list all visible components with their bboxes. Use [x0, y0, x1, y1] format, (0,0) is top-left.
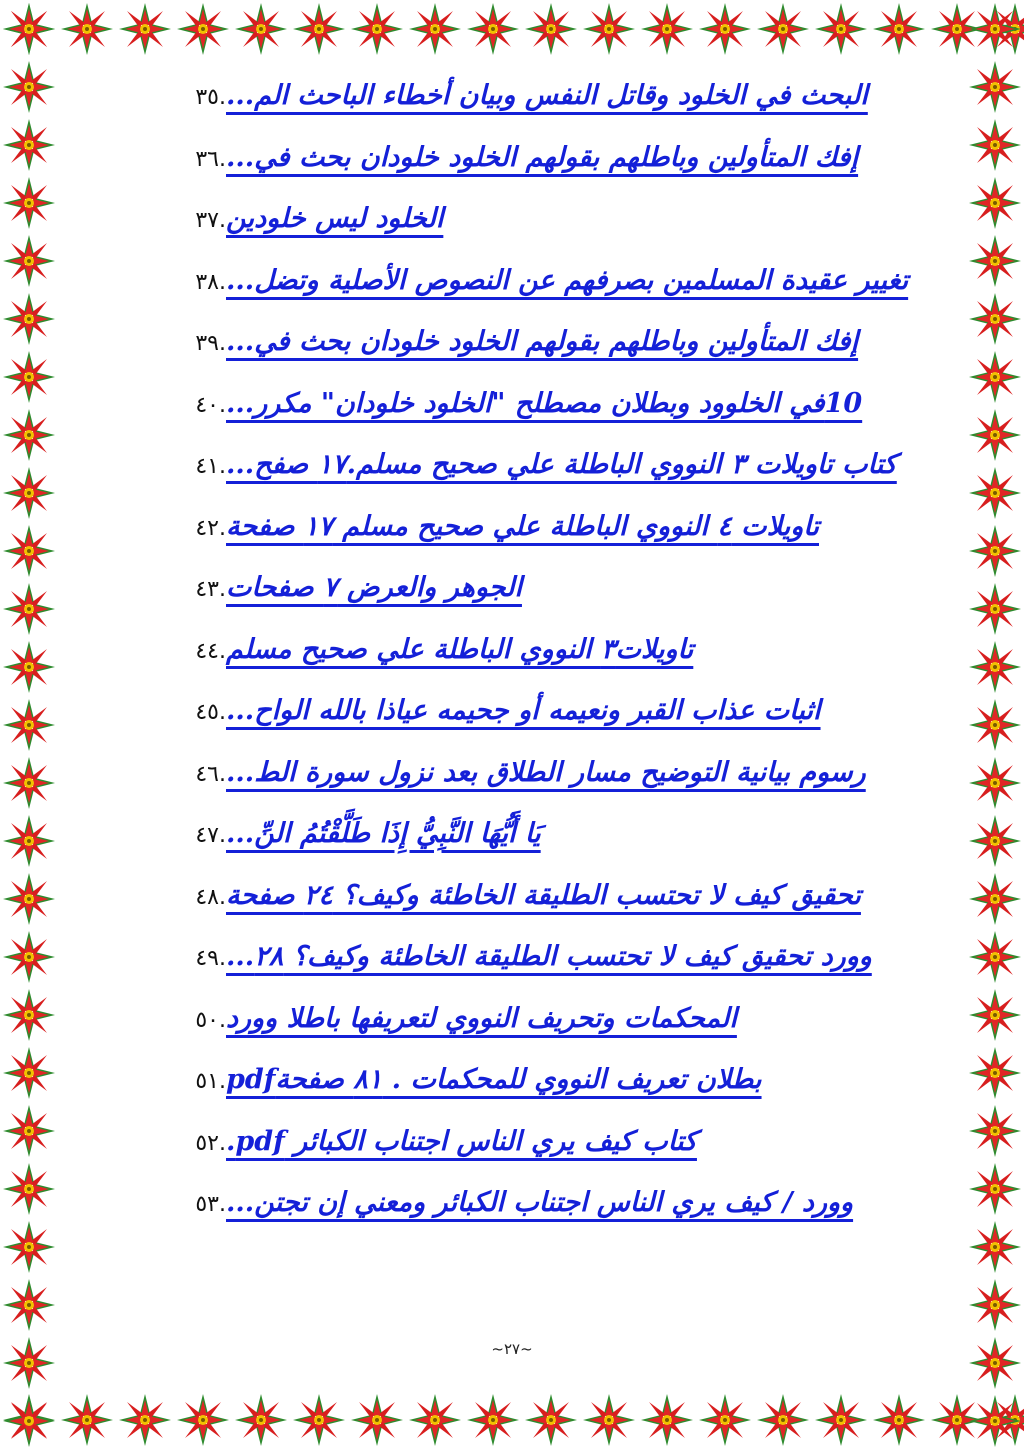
list-item [160, 818, 954, 880]
item-number: .٤٠ [195, 392, 226, 418]
item-link[interactable]: المحكمات وتحريف النووي لتعريفها باطلا وورد [226, 1002, 737, 1034]
list-item [160, 941, 954, 1003]
list-item [160, 572, 954, 634]
item-link[interactable]: وورد / كيف يري الناس اجتناب الكبائر ومعني إن تجتن... [226, 1187, 854, 1218]
poinsettia-border-top-icon [0, 0, 1024, 58]
list-item [160, 326, 954, 388]
item-link[interactable]: وورد تحقيق كيف لا تحتسب الطليقة الخاطئة وكيف؟ ٢٨... [226, 941, 872, 972]
item-number: .٣٧ [195, 208, 226, 233]
item-number: .٤١ [195, 454, 226, 479]
item-number: .٤٥ [195, 700, 226, 725]
item-number: .٥٣ [195, 1192, 226, 1217]
item-link[interactable]: يَا أَيُّهَا النَّبِيُّ إِذَا طَلَّقْتُمُ النِّ... [226, 818, 541, 849]
item-link[interactable]: رسوم بيانية التوضيح مسار الطلاق بعد نزول سورة الط... [226, 756, 866, 788]
list-item [160, 203, 954, 265]
item-link[interactable]: كتاب تاويلات ٣ النووي الباطلة علي صحيح مسلم.١٧ صفح... [226, 449, 897, 480]
item-number: .٤٣ [195, 577, 226, 602]
item-link[interactable]: الجوهر والعرض ٧ صفحات [226, 572, 522, 603]
list-item [160, 511, 954, 573]
list-item [160, 1187, 954, 1249]
list-item [160, 388, 954, 450]
item-number: .٤٦ [195, 761, 226, 787]
item-number: .٣٦ [195, 146, 226, 172]
item-number: .٣٩ [195, 331, 226, 356]
item-link[interactable]: 10في الخلوود وبطلان مصطلح "الخلود خلودان" مكرر... [226, 387, 863, 419]
item-link[interactable]: تاويلات ٤ النووي الباطلة علي صحيح مسلم ١٧ صفحة [226, 510, 819, 542]
link-list-container [160, 80, 954, 1249]
list-item [160, 80, 954, 142]
poinsettia-border-bottom-icon [0, 1391, 1024, 1449]
item-number: .٤٢ [195, 515, 226, 541]
item-number: .٤٨ [195, 884, 226, 910]
item-link[interactable]: إفك المتأولين وباطلهم بقولهم الخلود خلودان بحث في... [226, 326, 859, 357]
page-number: ~٢٧~ [491, 1340, 533, 1358]
item-link[interactable]: الخلود ليس خلودين [226, 203, 444, 234]
list-item [160, 634, 954, 696]
list-item [160, 449, 954, 511]
item-link[interactable]: اثبات عذاب القبر ونعيمه أو جحيمه عياذا بالله الواح... [226, 695, 821, 726]
poinsettia-border-right-icon [966, 0, 1024, 1449]
item-link[interactable]: إفك المتأولين وباطلهم بقولهم الخلود خلودان بحث في... [226, 141, 859, 173]
item-link[interactable]: بطلان تعريف النووي للمحكمات . ٨١ صفحةpdf [226, 1064, 762, 1095]
item-number: .٥١ [195, 1069, 226, 1094]
item-number: .٣٨ [195, 269, 226, 295]
item-link[interactable]: تاويلات٣ النووي الباطلة علي صحيح مسلم [226, 633, 694, 665]
list-item [160, 265, 954, 327]
item-number: .٤٧ [195, 823, 226, 848]
item-link[interactable]: كتاب كيف يري الناس اجتناب الكبائر pdf. [226, 1125, 697, 1157]
list-item [160, 1064, 954, 1126]
poinsettia-border-left-icon [0, 0, 58, 1449]
item-number: .٥٢ [195, 1130, 226, 1156]
item-link[interactable]: تحقيق كيف لا تحتسب الطليقة الخاطئة وكيف؟ ٢٤ صفحة [226, 879, 861, 911]
item-number: .٣٥ [195, 85, 226, 110]
item-link[interactable]: البحث في الخلود وقاتل النفس وبيان أخطاء الباحث الم... [226, 80, 868, 111]
item-link[interactable]: تغيير عقيدة المسلمين بصرفهم عن النصوص الأصلية وتضل... [226, 264, 909, 296]
list-item [160, 695, 954, 757]
list-item [160, 1003, 954, 1065]
list-item [160, 757, 954, 819]
list-item [160, 142, 954, 204]
item-number: .٤٩ [195, 946, 226, 971]
link-list [160, 80, 954, 1249]
item-number: .٥٠ [195, 1007, 226, 1033]
item-number: .٤٤ [195, 638, 226, 664]
list-item [160, 880, 954, 942]
list-item [160, 1126, 954, 1188]
